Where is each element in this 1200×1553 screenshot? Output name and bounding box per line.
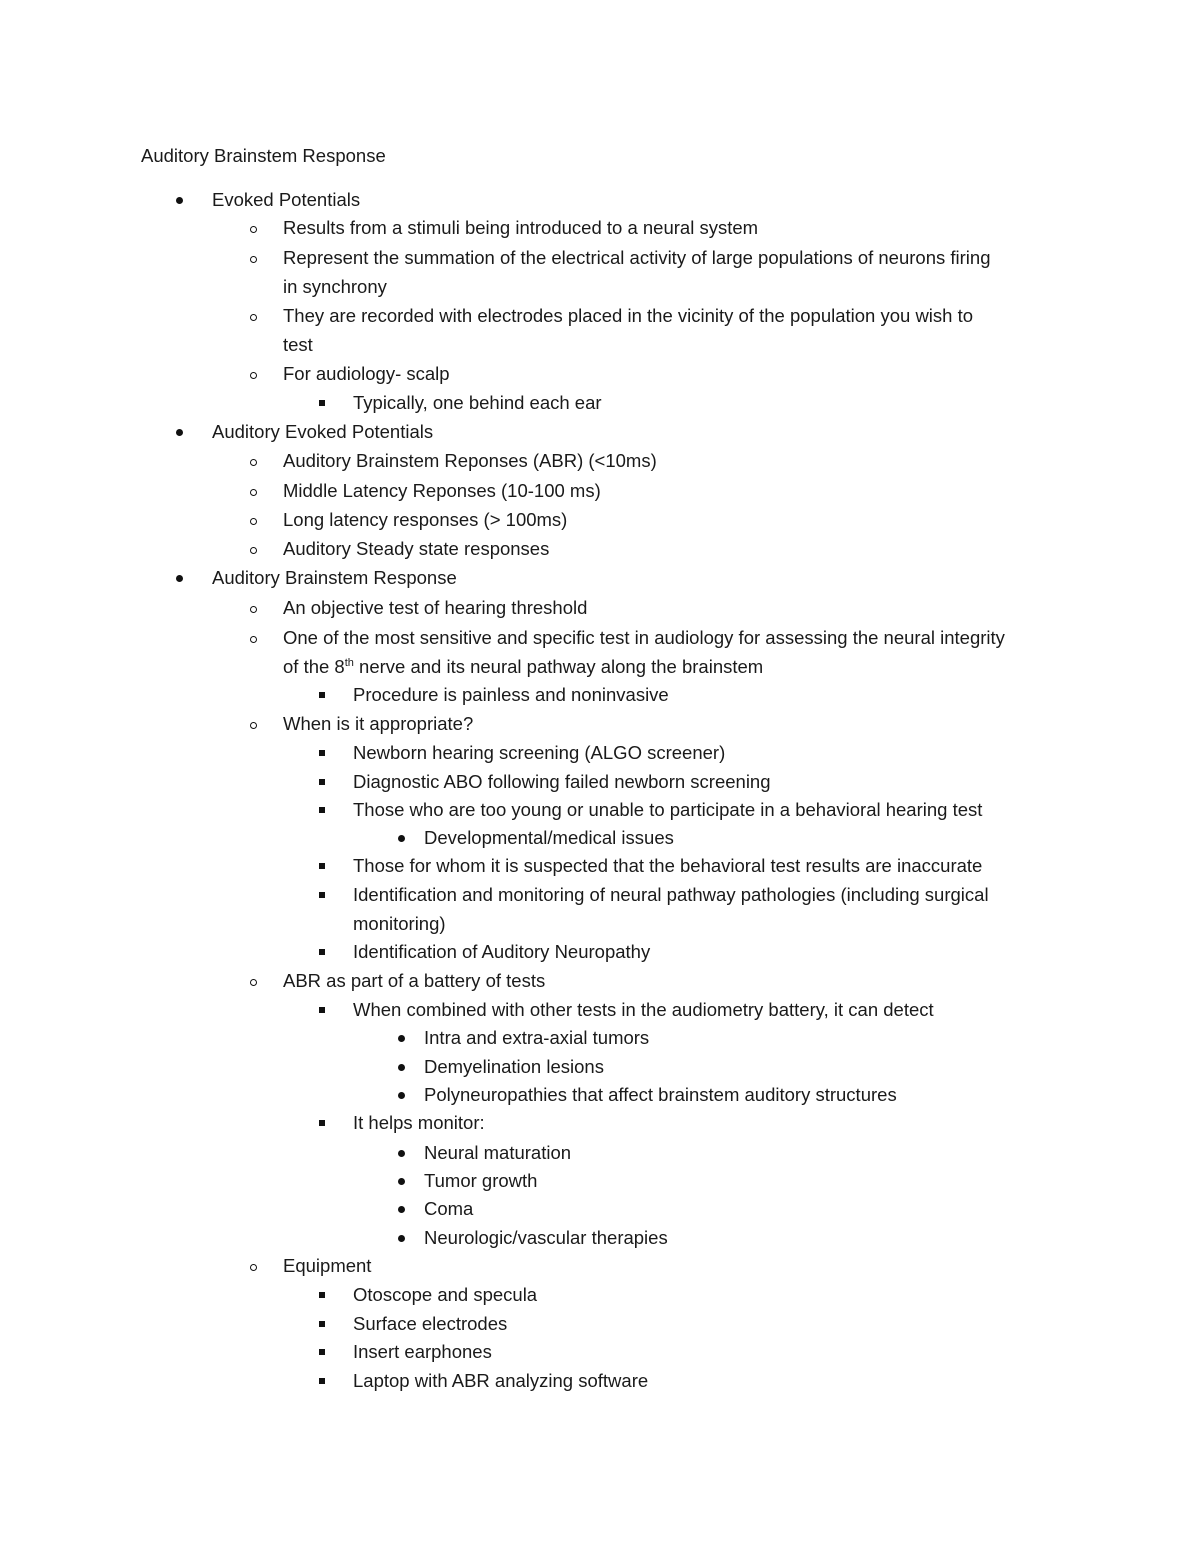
outline-item-text: in synchrony	[283, 276, 387, 297]
outline-item	[353, 938, 650, 966]
outline-item-text: Evoked Potentials	[212, 189, 361, 210]
bullet-circle-icon	[250, 518, 257, 525]
outline-item-text: Surface electrodes	[353, 1313, 508, 1334]
outline-item-text: Tumor growth	[424, 1170, 538, 1191]
outline-item	[353, 881, 989, 909]
bullet-dot-icon	[398, 1035, 405, 1042]
outline-item	[283, 273, 387, 301]
bullet-dot-icon	[398, 1150, 405, 1157]
bullet-circle-icon	[250, 636, 257, 643]
outline-item	[353, 1338, 492, 1366]
bullet-square-icon	[319, 692, 325, 698]
outline-item	[353, 1367, 648, 1395]
outline-item	[283, 506, 567, 534]
outline-item-text: Intra and extra-axial tumors	[424, 1027, 650, 1048]
outline-item	[353, 1281, 537, 1309]
outline-item-text: Coma	[424, 1198, 474, 1219]
bullet-circle-icon	[250, 459, 257, 466]
bullet-square-icon	[319, 1120, 325, 1126]
outline-item-text: Identification of Auditory Neuropathy	[353, 941, 651, 962]
bullet-square-icon	[319, 1378, 325, 1384]
outline-item	[212, 418, 433, 446]
outline-item-text: Results from a stimuli being introduced to a neural system	[283, 217, 759, 238]
outline-item-text: Demyelination lesions	[424, 1056, 604, 1077]
outline-item-text: Otoscope and specula	[353, 1284, 538, 1305]
outline-item	[424, 1167, 537, 1195]
outline-item-text: Auditory Brainstem Reponses (ABR) (<10ms)	[283, 450, 657, 471]
bullet-circle-icon	[250, 372, 257, 379]
bullet-dot-icon	[176, 575, 183, 582]
outline-item	[283, 624, 1005, 652]
outline-item-text: Auditory Evoked Potentials	[212, 421, 434, 442]
outline-item-text: Insert earphones	[353, 1341, 492, 1362]
bullet-square-icon	[319, 1007, 325, 1013]
bullet-square-icon	[319, 892, 325, 898]
outline-item	[283, 302, 973, 330]
outline-item-text: They are recorded with electrodes placed in the vicinity of the population you wish to	[283, 305, 974, 326]
bullet-dot-icon	[398, 835, 405, 842]
bullet-circle-icon	[250, 226, 257, 233]
outline-item	[353, 910, 446, 938]
outline-item	[283, 1252, 371, 1280]
bullet-circle-icon	[250, 722, 257, 729]
bullet-circle-icon	[250, 606, 257, 613]
outline-item	[353, 796, 982, 824]
outline-item-text: Represent the summation of the electrical activity of large populations of neurons firing	[283, 247, 991, 268]
outline-item-text: Neurologic/vascular therapies	[424, 1227, 668, 1248]
outline-item-text: Identification and monitoring of neural pathway pathologies (including surgical	[353, 884, 989, 905]
outline-item	[353, 852, 982, 880]
outline-item-text: When is it appropriate?	[283, 713, 474, 734]
bullet-circle-icon	[250, 547, 257, 554]
bullet-square-icon	[319, 1349, 325, 1355]
bullet-dot-icon	[398, 1092, 405, 1099]
outline-item	[283, 331, 313, 359]
outline-item-text: test	[283, 334, 313, 355]
outline-item	[424, 1224, 668, 1252]
document-title: Auditory Brainstem Response	[141, 145, 386, 166]
bullet-square-icon	[319, 863, 325, 869]
outline-item-text: ABR as part of a battery of tests	[283, 970, 546, 991]
outline-item	[424, 1081, 897, 1109]
bullet-dot-icon	[176, 197, 183, 204]
outline-item	[353, 996, 934, 1024]
outline-item	[353, 739, 725, 767]
outline-item	[424, 1139, 571, 1167]
bullet-square-icon	[319, 807, 325, 813]
outline-item	[283, 360, 450, 388]
bullet-square-icon	[319, 1321, 325, 1327]
outline-item-text: Newborn hearing screening (ALGO screener)	[353, 742, 726, 763]
outline-item	[424, 1053, 604, 1081]
outline-item-text: Middle Latency Reponses (10-100 ms)	[283, 480, 601, 501]
outline-item	[283, 214, 758, 242]
outline-item	[283, 244, 991, 272]
outline-item	[353, 768, 771, 796]
outline-item-text: Procedure is painless and noninvasive	[353, 684, 669, 705]
outline-item-text: monitoring)	[353, 913, 446, 934]
outline-item	[283, 535, 549, 563]
outline-item-text: Equipment	[283, 1255, 372, 1276]
outline-item	[353, 681, 669, 709]
outline-item-text: Diagnostic ABO following failed newborn screening	[353, 771, 771, 792]
outline-item	[353, 1109, 485, 1137]
bullet-circle-icon	[250, 979, 257, 986]
outline-item-text: One of the most sensitive and specific test in audiology for assessing the neural integrity	[283, 627, 1005, 648]
outline-item	[353, 1310, 507, 1338]
outline-item-text: Auditory Steady state responses	[283, 538, 550, 559]
bullet-dot-icon	[176, 429, 183, 436]
bullet-dot-icon	[398, 1235, 405, 1242]
outline-item	[283, 447, 657, 475]
outline-item	[283, 477, 601, 505]
outline-item-text: Laptop with ABR analyzing software	[353, 1370, 649, 1391]
outline-item-text: Long latency responses (> 100ms)	[283, 509, 568, 530]
outline-item	[283, 710, 473, 738]
bullet-dot-icon	[398, 1178, 405, 1185]
superscript: th	[344, 656, 354, 669]
bullet-square-icon	[319, 1292, 325, 1298]
bullet-square-icon	[319, 750, 325, 756]
bullet-square-icon	[319, 400, 325, 406]
outline-item	[283, 653, 763, 681]
outline-item-text: For audiology- scalp	[283, 363, 450, 384]
outline-item	[424, 824, 674, 852]
outline-item-text: Developmental/medical issues	[424, 827, 674, 848]
bullet-circle-icon	[250, 314, 257, 321]
outline-item-text-continued: nerve and its neural pathway along the brainstem	[353, 656, 764, 677]
bullet-circle-icon	[250, 489, 257, 496]
outline-item-text: It helps monitor:	[353, 1112, 485, 1133]
outline-item	[353, 389, 602, 417]
bullet-dot-icon	[398, 1064, 405, 1071]
outline-item-text: An objective test of hearing threshold	[283, 597, 588, 618]
outline-item-text: Neural maturation	[424, 1142, 572, 1163]
bullet-dot-icon	[398, 1206, 405, 1213]
outline-item-text: Those for whom it is suspected that the behavioral test results are inaccurate	[353, 855, 983, 876]
outline-item	[283, 967, 545, 995]
outline-item-text: When combined with other tests in the audiometry battery, it can detect	[353, 999, 934, 1020]
outline-item-text: Those who are too young or unable to participate in a behavioral hearing test	[353, 799, 983, 820]
outline-item	[424, 1195, 473, 1223]
outline-item-text: of the 8	[283, 656, 345, 677]
outline-item	[424, 1024, 649, 1052]
bullet-circle-icon	[250, 1264, 257, 1271]
outline-item-text: Typically, one behind each ear	[353, 392, 602, 413]
bullet-square-icon	[319, 949, 325, 955]
outline-item	[212, 186, 360, 214]
outline-item-text: Polyneuropathies that affect brainstem auditory structures	[424, 1084, 897, 1105]
bullet-square-icon	[319, 779, 325, 785]
outline-item-text: Auditory Brainstem Response	[212, 567, 457, 588]
outline-item	[283, 594, 587, 622]
bullet-circle-icon	[250, 256, 257, 263]
outline-item	[212, 564, 457, 592]
